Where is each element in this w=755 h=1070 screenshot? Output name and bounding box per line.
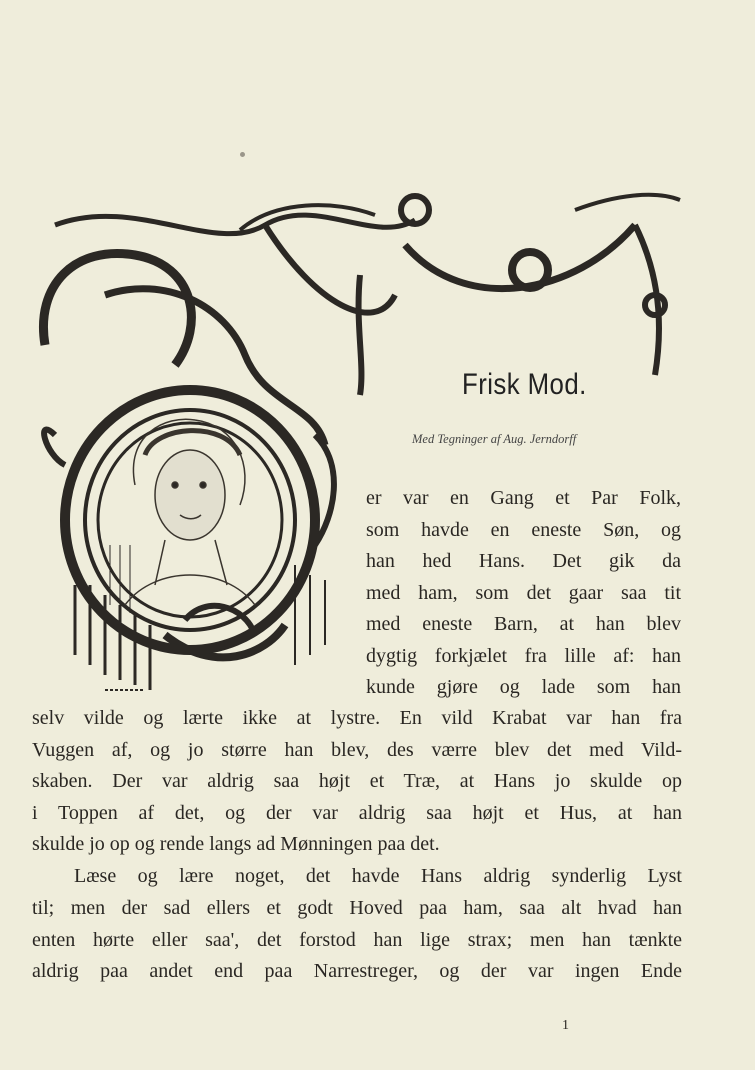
- text-line: han hed Hans. Det gik da: [366, 550, 681, 572]
- text-line: skulde jo op og rende langs ad Mønningen paa det.: [32, 833, 440, 855]
- illustrator-credit: Med Tegninger af Aug. Jerndorff: [412, 432, 577, 446]
- text-line: som havde en eneste Søn, og: [366, 519, 681, 541]
- page-number: 1: [562, 1018, 569, 1033]
- text-line: med ham, som det gaar saa tit: [366, 582, 681, 604]
- text-line: er var en Gang et Par Folk,: [366, 487, 681, 509]
- text-line: dygtig forkjælet fra lille af: han: [366, 645, 681, 667]
- text-line: Læse og lære noget, det havde Hans aldrig synderlig Lyst: [74, 865, 682, 887]
- text-line: til; men der sad ellers et godt Hoved paa ham, saa alt hvad han: [32, 897, 682, 919]
- text-line: kunde gjøre og lade som han: [366, 676, 681, 698]
- text-line: med eneste Barn, at han blev: [366, 613, 681, 635]
- text-line: skaben. Der var aldrig saa højt et Træ, at Hans jo skulde op: [32, 770, 682, 792]
- text-line: i Toppen af det, og der var aldrig saa højt et Hus, at han: [32, 802, 682, 824]
- text-line: aldrig paa andet end paa Narrestreger, og der var ingen Ende: [32, 960, 682, 982]
- text-line: enten hørte eller saa', det forstod han lige strax; men han tænkte: [32, 929, 682, 951]
- story-title: Frisk Mod.: [462, 368, 587, 401]
- text-line: selv vilde og lærte ikke at lystre. En vild Krabat var han fra: [32, 707, 682, 729]
- ink-dot: [240, 152, 245, 157]
- text-line: Vuggen af, og jo større han blev, des værre blev det med Vild-: [32, 739, 682, 761]
